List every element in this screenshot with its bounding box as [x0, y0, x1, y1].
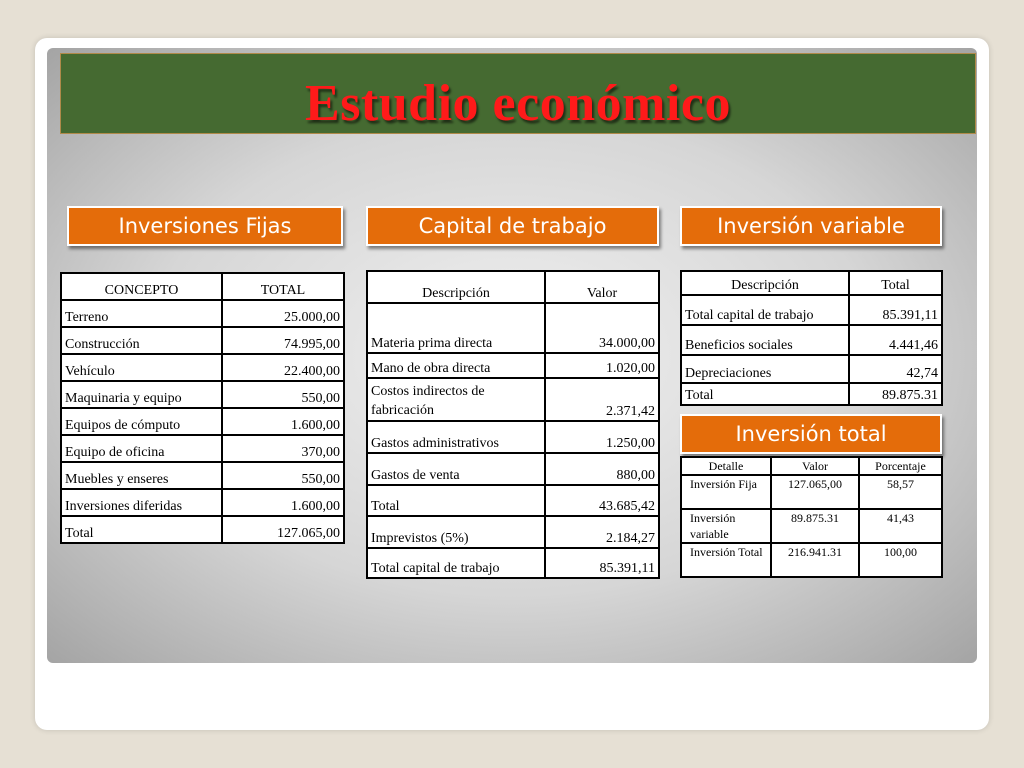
capital-table [366, 270, 660, 579]
header-inversion-total: Inversión total [680, 414, 942, 454]
table-row [367, 353, 659, 378]
concept-cell: Total [61, 516, 222, 543]
column-header: Porcentaje [859, 457, 942, 475]
table-row [61, 381, 344, 408]
concept-cell: Equipos de cómputo [61, 408, 222, 435]
total-cell: 1.600,00 [222, 489, 344, 516]
concept-cell: Equipo de oficina [61, 435, 222, 462]
column-header: Total [849, 271, 942, 295]
table-row [367, 485, 659, 516]
detail-cell: Inversión variable [681, 509, 771, 543]
total-cell: 550,00 [222, 381, 344, 408]
value-cell: 89.875.31 [771, 509, 859, 543]
table-row [61, 408, 344, 435]
table-row [61, 354, 344, 381]
detail-cell: Inversión Fija [681, 475, 771, 509]
table-row [367, 453, 659, 485]
table-row [61, 435, 344, 462]
detail-cell: Inversión Total [681, 543, 771, 577]
table-row-total [367, 548, 659, 578]
header-capital-de-trabajo: Capital de trabajo [366, 206, 659, 246]
description-cell: Beneficios sociales [681, 325, 849, 355]
total-cell: 550,00 [222, 462, 344, 489]
header-inversiones-fijas: Inversiones Fijas [67, 206, 343, 246]
concept-cell: Muebles y enseres [61, 462, 222, 489]
table-row [367, 378, 659, 421]
value-cell: 85.391,11 [545, 548, 659, 578]
value-cell: 216.941.31 [771, 543, 859, 577]
value-cell: 2.371,42 [545, 378, 659, 421]
value-cell: 1.250,00 [545, 421, 659, 453]
description-cell: Total capital de trabajo [367, 548, 545, 578]
value-cell: 2.184,27 [545, 516, 659, 548]
column-header: Detalle [681, 457, 771, 475]
table-row [681, 355, 942, 383]
column-header: CONCEPTO [61, 273, 222, 300]
table-row [61, 489, 344, 516]
value-cell: 880,00 [545, 453, 659, 485]
table-row [681, 325, 942, 355]
total-cell: 370,00 [222, 435, 344, 462]
total-cell: 25.000,00 [222, 300, 344, 327]
description-cell: Total capital de trabajo [681, 295, 849, 325]
table-row [367, 303, 659, 353]
total-cell: 127.065,00 [222, 516, 344, 543]
table-row [61, 327, 344, 354]
table-row [681, 295, 942, 325]
table-row [61, 462, 344, 489]
fijas-table [60, 272, 345, 544]
column-header: Valor [545, 271, 659, 303]
table-row [61, 300, 344, 327]
concept-cell: Construcción [61, 327, 222, 354]
table-header-row [61, 273, 344, 300]
column-header: Descripción [367, 271, 545, 303]
value-cell: 34.000,00 [545, 303, 659, 353]
total-cell: 4.441,46 [849, 325, 942, 355]
table-row [681, 475, 942, 509]
column-header: TOTAL [222, 273, 344, 300]
table-row [367, 421, 659, 453]
percentage-cell: 41,43 [859, 509, 942, 543]
table-header-row [681, 457, 942, 475]
table-row [367, 516, 659, 548]
description-cell: Depreciaciones [681, 355, 849, 383]
total-table [680, 456, 943, 578]
concept-cell: Inversiones diferidas [61, 489, 222, 516]
description-cell: Gastos de venta [367, 453, 545, 485]
table-row-total [681, 383, 942, 405]
value-cell: 127.065,00 [771, 475, 859, 509]
table-header-row [681, 271, 942, 295]
table-row-total [681, 543, 942, 577]
description-cell: Mano de obra directa [367, 353, 545, 378]
description-cell: Costos indirectos de fabricación [367, 378, 545, 421]
description-cell: Total [681, 383, 849, 405]
concept-cell: Vehículo [61, 354, 222, 381]
description-cell: Imprevistos (5%) [367, 516, 545, 548]
column-header: Descripción [681, 271, 849, 295]
header-inversion-variable: Inversión variable [680, 206, 942, 246]
column-header: Valor [771, 457, 859, 475]
table-header-row [367, 271, 659, 303]
percentage-cell: 58,57 [859, 475, 942, 509]
description-cell: Total [367, 485, 545, 516]
total-cell: 22.400,00 [222, 354, 344, 381]
concept-cell: Maquinaria y equipo [61, 381, 222, 408]
percentage-cell: 100,00 [859, 543, 942, 577]
total-cell: 74.995,00 [222, 327, 344, 354]
total-cell: 89.875.31 [849, 383, 942, 405]
total-cell: 1.600,00 [222, 408, 344, 435]
total-cell: 42,74 [849, 355, 942, 383]
description-cell: Gastos administrativos [367, 421, 545, 453]
concept-cell: Terreno [61, 300, 222, 327]
variable-table [680, 270, 943, 406]
total-cell: 85.391,11 [849, 295, 942, 325]
table-row-total [61, 516, 344, 543]
table-row [681, 509, 942, 543]
page-title: Estudio económico [305, 75, 731, 132]
value-cell: 1.020,00 [545, 353, 659, 378]
description-cell: Materia prima directa [367, 303, 545, 353]
title-bar [60, 53, 976, 134]
value-cell: 43.685,42 [545, 485, 659, 516]
